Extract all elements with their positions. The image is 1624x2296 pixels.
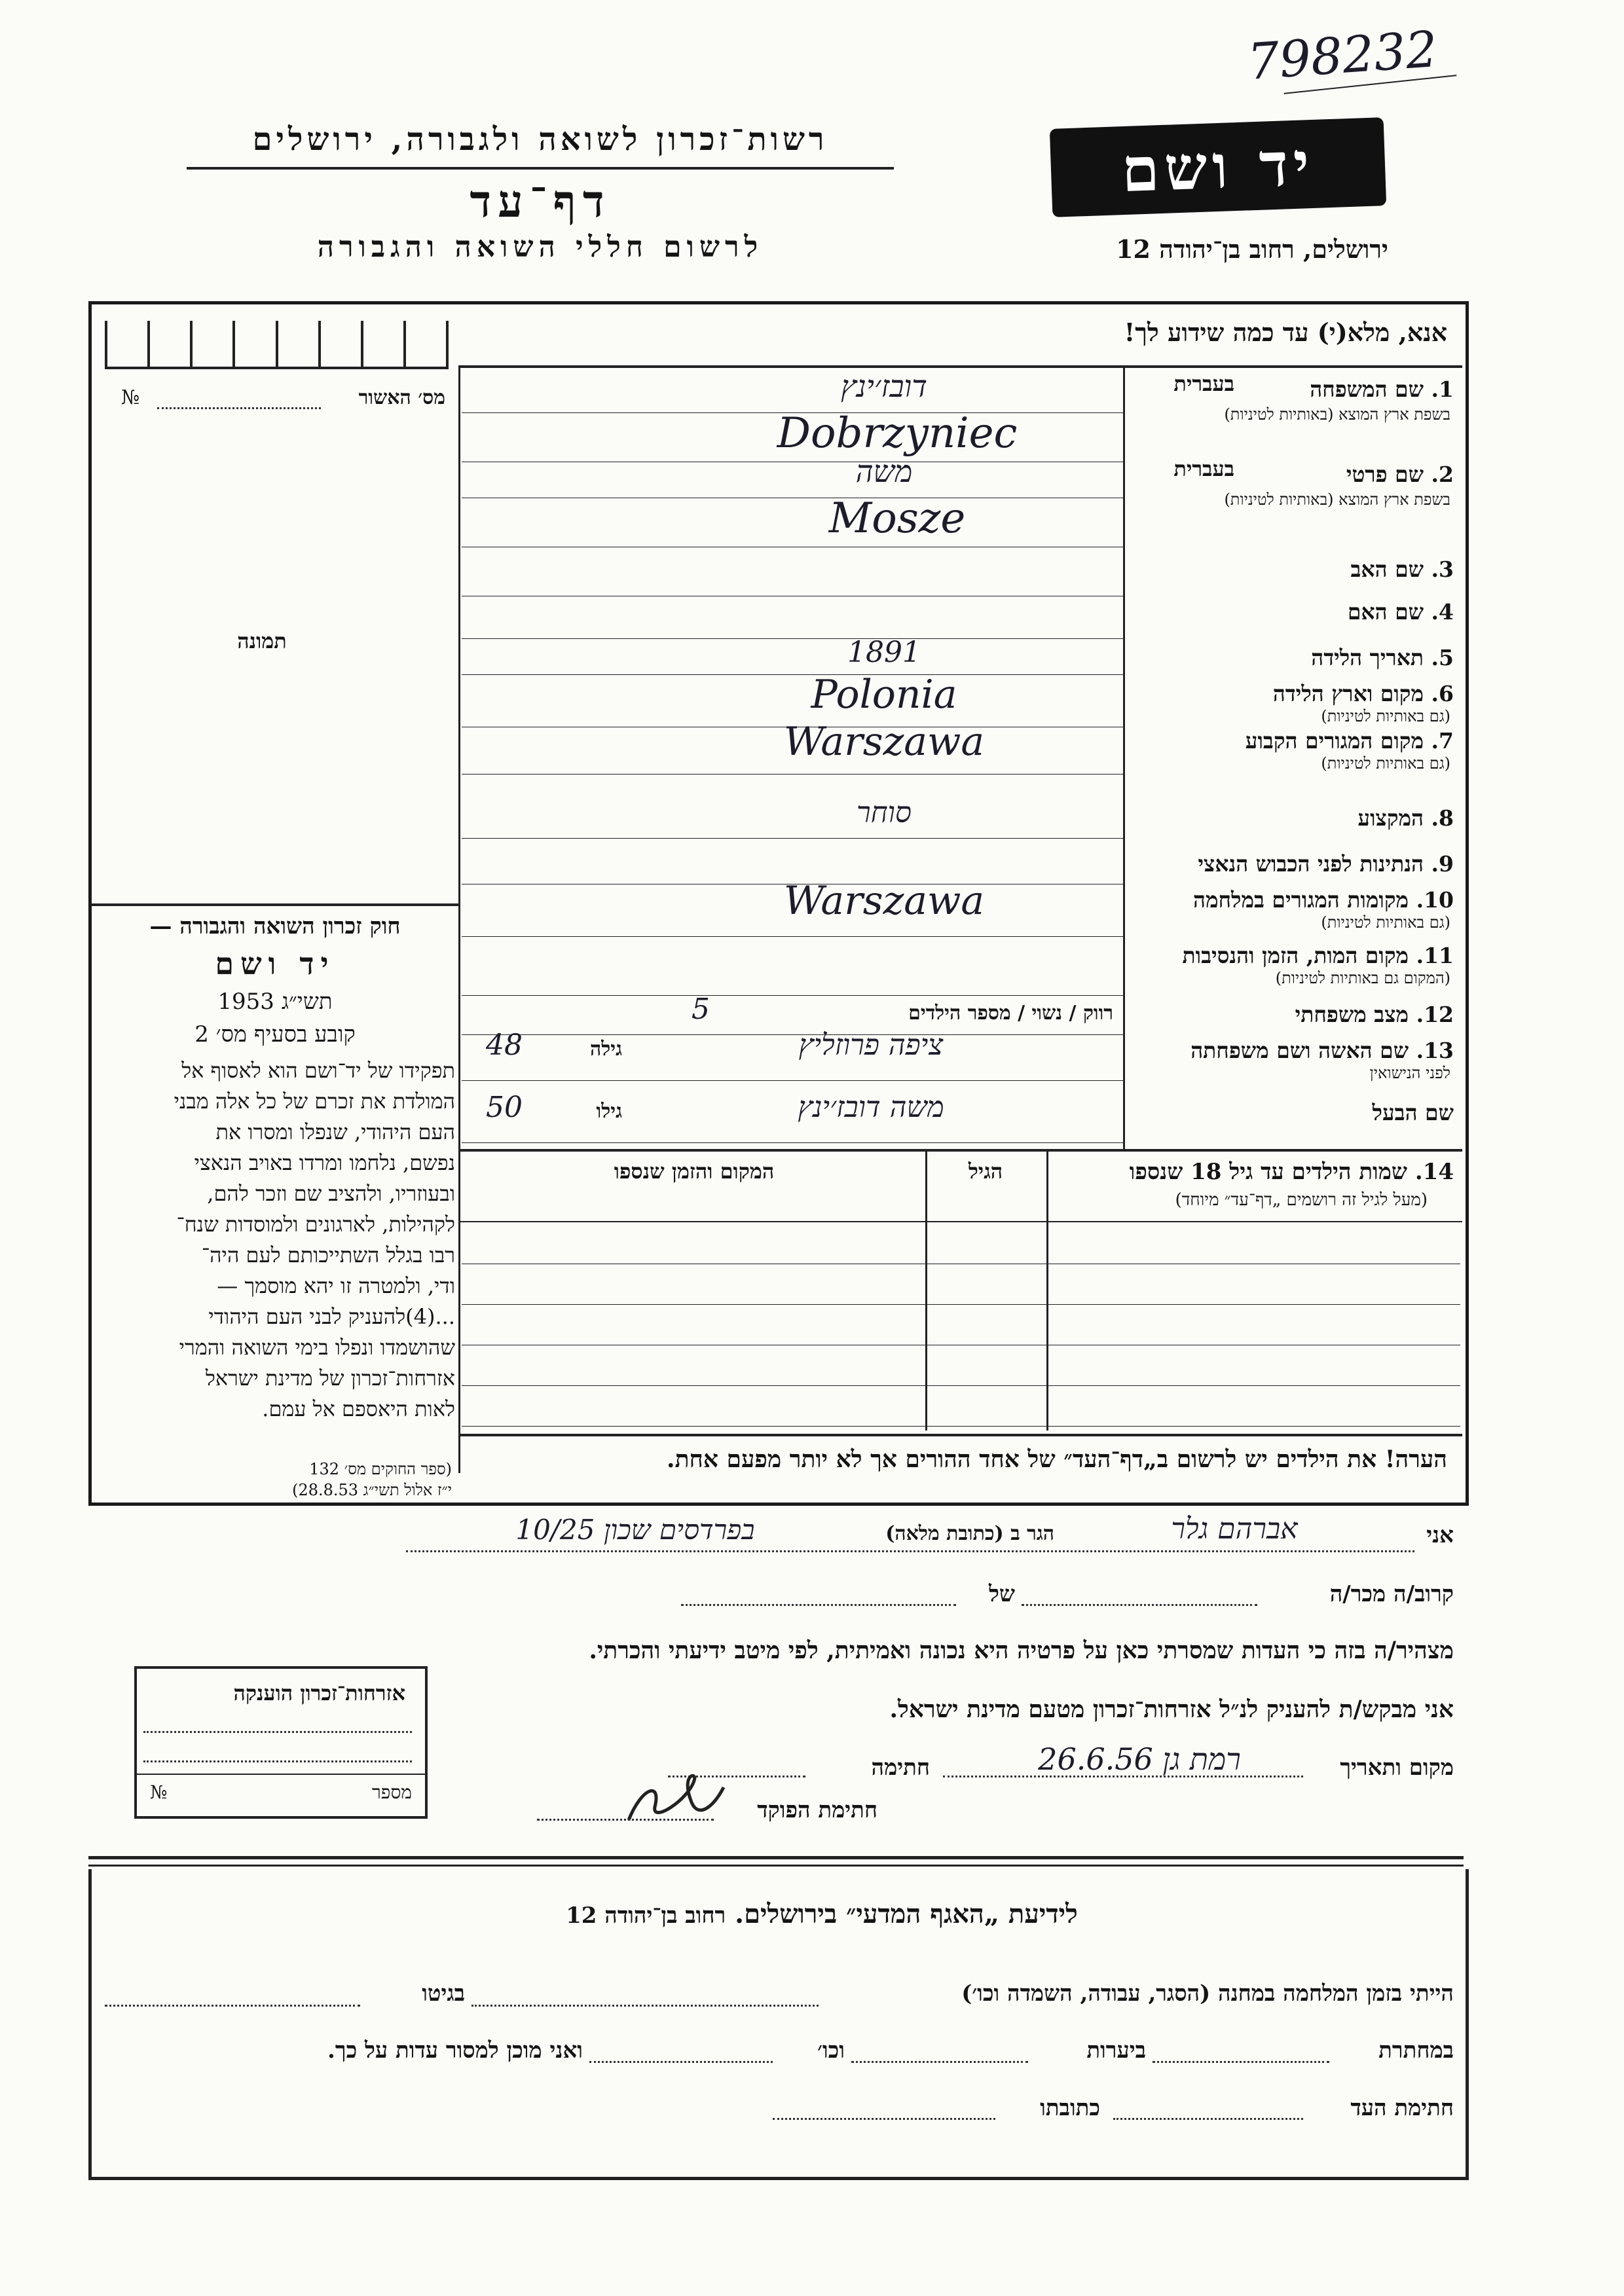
field-rule bbox=[462, 995, 1123, 996]
field-value[interactable]: ציפה פרוזליץ bbox=[798, 1029, 944, 1062]
field-lang: בעברית bbox=[1173, 371, 1234, 396]
children-num: 14. bbox=[1414, 1159, 1454, 1185]
declarant-address[interactable]: בפרדסים שכון 10/25 bbox=[515, 1514, 755, 1546]
field-label-text: שם המשפחה bbox=[1310, 376, 1424, 402]
institution-line: רשות־זכרון לשואה ולגבורה, ירושלים bbox=[252, 121, 828, 158]
relative-field[interactable] bbox=[1022, 1604, 1257, 1606]
archive-number: 798232 bbox=[1246, 19, 1439, 92]
children-top-rule bbox=[458, 1149, 1462, 1152]
footer-top-rule-1 bbox=[88, 1856, 1464, 1859]
declarant-name[interactable]: אברהם גלר bbox=[1171, 1512, 1298, 1546]
ghetto-label: בגיטו bbox=[422, 1980, 465, 2007]
field-num: 11. bbox=[1416, 943, 1454, 968]
field-value[interactable]: Polonia bbox=[811, 672, 957, 718]
request: אני מבקש/ת להעניק לנ״ל אזרחות־זכרון מטעם מדינת ישראל. bbox=[889, 1696, 1454, 1723]
field-rule bbox=[462, 1142, 1123, 1143]
relative-label: קרוב/ה מכר/ה bbox=[1329, 1581, 1454, 1607]
field-label-13 bbox=[1130, 1038, 1454, 1064]
field-num: 10. bbox=[1416, 887, 1454, 913]
place-date-label: מקום ותאריך bbox=[1340, 1755, 1454, 1781]
declaration-prefix: אני bbox=[1426, 1522, 1454, 1548]
note-rule bbox=[458, 1434, 1462, 1436]
witness-sig-label: חתימת העד bbox=[1350, 2095, 1454, 2121]
footer-top-rule-2 bbox=[88, 1865, 1464, 1867]
resides-label: הגר ב (כתובת מלאה) bbox=[885, 1522, 1054, 1545]
law-line4: קובע בסעיף מס׳ 2 bbox=[194, 1021, 356, 1048]
field-rule bbox=[462, 1080, 1123, 1081]
signature-label: חתימה bbox=[871, 1755, 930, 1781]
field-label-text: שם האשה ושם משפחתה bbox=[1190, 1038, 1409, 1063]
place-date-dots bbox=[943, 1776, 1303, 1777]
field-label-text: שם הבעל bbox=[1372, 1100, 1454, 1125]
law-body-line: ...(4)להעניק לבני העם היהודי bbox=[208, 1304, 455, 1329]
citizenship-title: אזרחות־זכרון הוענקה bbox=[233, 1681, 405, 1705]
approval-boxes bbox=[105, 321, 449, 367]
field-sub: (גם באותיות לטיניות) bbox=[1321, 754, 1450, 773]
field-num: 6. bbox=[1431, 681, 1454, 706]
field-sub: בשפת ארץ המוצא (באותיות לטיניות) bbox=[1224, 490, 1450, 509]
field-rule bbox=[462, 838, 1123, 839]
field-label-text: תאריך הלידה bbox=[1311, 645, 1424, 670]
citizenship-no: № bbox=[150, 1781, 168, 1803]
statement: מצהיר/ה בזה כי העדות שמסרתי כאן על פרטיה היא נכונה ואמיתית, לפי מיטב ידיעתי והכרתי. bbox=[589, 1637, 1454, 1664]
age-label: גילו bbox=[596, 1100, 622, 1123]
children-row-rule bbox=[462, 1426, 1460, 1427]
handwritten-signature bbox=[616, 1761, 733, 1833]
field-label-3 bbox=[1130, 556, 1454, 583]
law-body-line: תפקידו של יד־ושם הוא לאסוף אל bbox=[181, 1058, 455, 1083]
law-body-line: לאות היאספם אל עמם. bbox=[262, 1396, 455, 1421]
children-header-names bbox=[1054, 1159, 1454, 1185]
field-label-text: שם פרטי bbox=[1346, 462, 1424, 487]
field-label-text: שם האב bbox=[1350, 556, 1424, 582]
children-count[interactable]: 5 bbox=[692, 993, 710, 1026]
citizenship-number-label: מספר bbox=[372, 1781, 412, 1803]
age-label: גילה bbox=[589, 1038, 622, 1061]
ready-label: ואני מוכן למסור עדות על כך. bbox=[327, 2037, 583, 2064]
children-header-place: המקום והזמן שנספו bbox=[614, 1159, 775, 1184]
children-row-rule bbox=[462, 1304, 1460, 1305]
note: הערה! את הילדים יש לרשום ב„דף־העד״ של אחד ההורים אך לא יותר מפעם אחת. bbox=[667, 1446, 1447, 1473]
field-value-latin[interactable]: Mosze bbox=[828, 494, 966, 543]
place-date-value[interactable]: רמת גן 26.6.56 bbox=[1038, 1741, 1241, 1777]
footer-address: רחוב בן־יהודה 12 bbox=[566, 1903, 726, 1929]
field-sub: (גם באותיות לטיניות) bbox=[1321, 913, 1450, 932]
field-label-text: מקומות המגורים במלחמה bbox=[1192, 887, 1409, 913]
footer-line1: הייתי בזמן המלחמה במחנה (הסגר, עבודה, השמדה וכו׳) bbox=[961, 1980, 1454, 2007]
field-sub: בשפת ארץ המוצא (באותיות לטיניות) bbox=[1224, 405, 1450, 424]
field-label-text: מקום וארץ הלידה bbox=[1272, 681, 1424, 706]
instruction-rule bbox=[458, 365, 1462, 368]
field-num: 5. bbox=[1431, 645, 1454, 670]
witness-sig-field[interactable] bbox=[1113, 2118, 1303, 2120]
citizenship-number-rule bbox=[137, 1774, 425, 1775]
field-num: 9. bbox=[1431, 851, 1454, 877]
field-value[interactable]: 1891 bbox=[847, 636, 921, 669]
etc-label: וכו׳ bbox=[817, 2037, 845, 2064]
field-label-7 bbox=[1130, 728, 1454, 754]
approval-label: מס׳ האשור bbox=[358, 386, 445, 409]
field-label-text: מצב משפחתי bbox=[1295, 1002, 1409, 1027]
his-address-label: כתובתו bbox=[1040, 2095, 1100, 2121]
age-value[interactable]: 48 bbox=[486, 1029, 523, 1062]
law-box-top bbox=[92, 903, 460, 906]
field-value-latin[interactable]: Dobrzyniec bbox=[777, 409, 1018, 458]
declaration-line1-dots bbox=[406, 1550, 1414, 1552]
law-body-line: שהושמדו ונפלו בימי השואה והמרי bbox=[179, 1335, 455, 1360]
law-body-line: ובעוזריו, ולהציב שם וזכר להם, bbox=[207, 1181, 455, 1206]
field-num: 2. bbox=[1431, 462, 1454, 487]
children-names-label: שמות הילדים עד גיל 18 שנספו bbox=[1129, 1159, 1407, 1185]
official-signature-dots[interactable] bbox=[537, 1819, 714, 1821]
children-header-age: הגיל bbox=[968, 1159, 1003, 1184]
law-line3: תשי״ג 1953 bbox=[217, 989, 333, 1015]
law-body-line: נפשם, נלחמו ומרדו באויב הנאצי bbox=[194, 1150, 455, 1175]
law-body-line: העם היהודי, שנפלו ומסרו את bbox=[215, 1120, 455, 1144]
field-label-14 bbox=[1130, 1100, 1454, 1126]
field-value-hebrew[interactable]: משה bbox=[855, 454, 913, 489]
children-col-divider-2 bbox=[925, 1149, 927, 1430]
camp-field[interactable] bbox=[471, 2005, 819, 2007]
law-line2: יד ושם bbox=[215, 946, 335, 981]
law-body bbox=[98, 1055, 455, 1425]
field-num: 1. bbox=[1431, 376, 1454, 402]
field-label-text: המקצוע bbox=[1357, 805, 1424, 831]
underground-label: במחתרת bbox=[1378, 2037, 1454, 2064]
field-num: 7. bbox=[1431, 728, 1454, 754]
field-label-text: מקום המות, הזמן והנסיבות bbox=[1182, 943, 1409, 968]
field-label-text: מקום המגורים הקבוע bbox=[1245, 728, 1424, 754]
field-label-text: הנתינות לפני הכבוש הנאצי bbox=[1198, 851, 1424, 877]
field-sub: (המקום גם באותיות לטיניות) bbox=[1275, 969, 1450, 987]
approval-no: № bbox=[121, 386, 140, 409]
logo-text: יד ושם bbox=[1120, 128, 1316, 206]
age-value[interactable]: 50 bbox=[486, 1091, 523, 1124]
address: ירושלים, רחוב בן־יהודה 12 bbox=[1116, 234, 1388, 264]
field-rule bbox=[462, 936, 1123, 937]
form-title: דף־עד bbox=[470, 175, 611, 228]
instruction: אנא, מלא(י) עד כמה שידוע לך! bbox=[1124, 318, 1447, 347]
field-sub: לפני הנישואין bbox=[1369, 1064, 1450, 1082]
field-value-hebrew[interactable]: דובז׳ינץ bbox=[840, 369, 928, 404]
photo-label: תמונה bbox=[237, 629, 287, 653]
field-num: 3. bbox=[1431, 556, 1454, 582]
law-body-line: אזרחות־זכרון של מדינת ישראל bbox=[205, 1366, 455, 1391]
left-column-divider bbox=[458, 367, 460, 1473]
field-value[interactable]: סוחר bbox=[857, 796, 912, 829]
children-col-divider-1 bbox=[1046, 1149, 1048, 1430]
field-num: 13. bbox=[1416, 1038, 1454, 1063]
field-value[interactable]: משה דובז׳ינץ bbox=[798, 1091, 944, 1124]
footer-title-text: לידיעת „האגף המדעי״ בירושלים. bbox=[735, 1899, 1078, 1929]
marital-status: רווק / נשוי / מספר הילדים bbox=[908, 1002, 1113, 1025]
forests-label: ביערות bbox=[1086, 2037, 1146, 2064]
field-label-4 bbox=[1130, 599, 1454, 625]
of-field[interactable] bbox=[681, 1604, 956, 1606]
field-label-6 bbox=[1130, 681, 1454, 707]
form-subtitle: לרשום חללי השואה והגבורה bbox=[317, 230, 764, 264]
field-label-text: שם האם bbox=[1347, 599, 1424, 625]
field-label-11 bbox=[1130, 943, 1454, 969]
children-row-rule bbox=[462, 1385, 1460, 1386]
etc-field[interactable] bbox=[589, 2061, 773, 2063]
of-label: של bbox=[989, 1581, 1015, 1607]
yad-vashem-logo bbox=[1050, 117, 1386, 217]
law-body-line: רבו בגלל השתייכותם לעם היה־ bbox=[201, 1243, 455, 1267]
field-num: 4. bbox=[1431, 599, 1454, 625]
field-label-5 bbox=[1130, 645, 1454, 671]
forests-field[interactable] bbox=[851, 2061, 1028, 2063]
law-line1: חוק זכרון השואה והגבורה — bbox=[149, 913, 401, 939]
children-header-rule bbox=[458, 1221, 1462, 1222]
underground-field[interactable] bbox=[1153, 2061, 1329, 2063]
field-num: 8. bbox=[1431, 805, 1454, 831]
field-num: 12. bbox=[1416, 1002, 1454, 1027]
official-signature-label: חתימת הפוקד bbox=[757, 1797, 877, 1823]
citizenship-box bbox=[134, 1666, 428, 1819]
citizenship-line-1 bbox=[143, 1731, 412, 1733]
field-label-9 bbox=[1130, 851, 1454, 877]
field-sub: (גם באותיות לטיניות) bbox=[1321, 707, 1450, 725]
approval-field[interactable] bbox=[157, 407, 321, 409]
field-label-8 bbox=[1130, 805, 1454, 831]
law-ref1: (ספר החוקים מס׳ 132 bbox=[309, 1460, 452, 1478]
citizenship-line-2 bbox=[143, 1760, 412, 1762]
law-ref2: י״ז אלול תשי״ג 28.8.53) bbox=[292, 1481, 452, 1499]
footer-title bbox=[458, 1899, 1185, 1929]
law-body-line: ודי, ולמטרה זו יהא מוסמך — bbox=[217, 1273, 455, 1298]
field-label-12 bbox=[1130, 1002, 1454, 1028]
field-value[interactable]: Warszawa bbox=[783, 878, 985, 924]
law-body-line: המולדת את זכרם של כל אלה מבני bbox=[174, 1089, 455, 1114]
field-value[interactable]: Warszawa bbox=[783, 719, 985, 765]
institution-underline bbox=[187, 167, 894, 170]
children-header-sub: (מעל לגיל זה רושמים „דף־עד״ מיוחד) bbox=[1175, 1190, 1428, 1210]
his-address-field[interactable] bbox=[773, 2118, 995, 2120]
field-label-10 bbox=[1130, 887, 1454, 913]
field-lang: בעברית bbox=[1173, 456, 1234, 481]
ghetto-field[interactable] bbox=[105, 2005, 360, 2007]
law-body-line: לקהילות, לארגונים ולמוסדות שנח־ bbox=[176, 1212, 455, 1237]
label-column-divider bbox=[1123, 367, 1125, 1149]
